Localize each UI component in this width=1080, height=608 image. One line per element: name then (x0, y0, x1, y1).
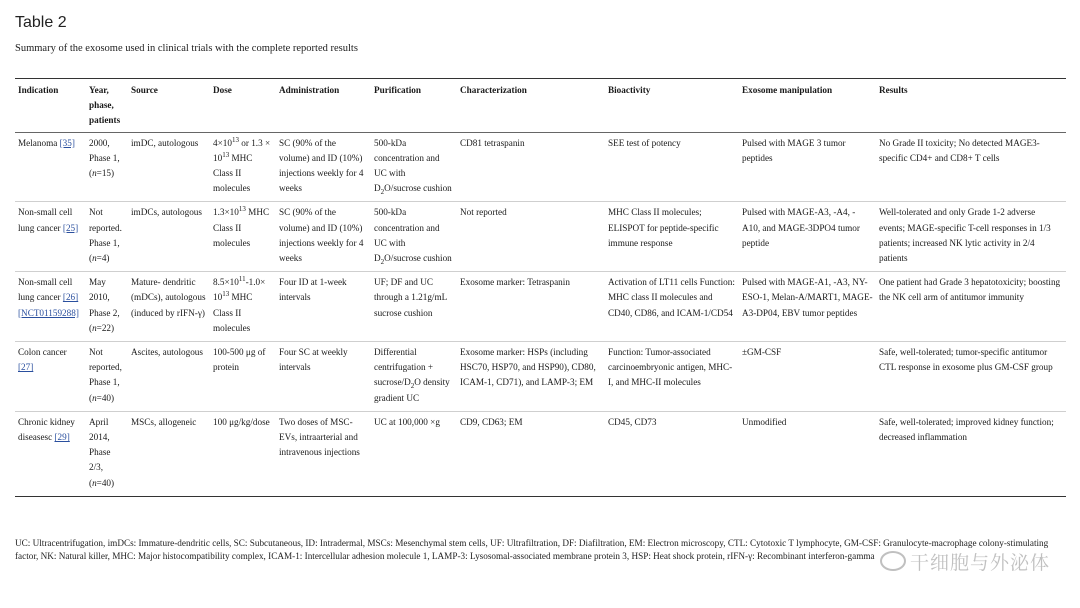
watermark (880, 548, 1050, 575)
cell-text: UF; DF and UC through a 1.21g/mL sucrose cushion (374, 277, 447, 318)
cell-source (128, 411, 210, 496)
cell-source (128, 342, 210, 412)
cell-indication (15, 272, 86, 342)
cell-text: MSCs, allogeneic (131, 416, 197, 427)
cell-text: No Grade II toxicity; No detected MAGE3-specific CD4+ and CD8+ T cells (879, 137, 1040, 163)
cell-characterization (457, 202, 605, 272)
reference-link[interactable]: [26] [NCT01159288] (18, 292, 79, 318)
col-results: Results (876, 79, 1066, 133)
cell-purification (371, 411, 457, 496)
cell-text: Safe, well-tolerated; tumor-specific antitumor CTL response in exosome plus GM-CSF group (879, 347, 1053, 373)
cell-dose (210, 342, 276, 412)
cell-source (128, 202, 210, 272)
cell-text: One patient had Grade 3 hepatotoxicity; boosting the NK cell arm of antitumor immunity (879, 277, 1061, 303)
cell-characterization (457, 272, 605, 342)
table-row (15, 202, 1066, 272)
col-source: Source (128, 79, 210, 133)
cell-text: Activation of LT11 cells Function: MHC class II molecules and CD40, CD86, and ICAM-1/CD54 (608, 277, 735, 318)
cell-bioactivity (605, 132, 739, 202)
cell-bioactivity (605, 411, 739, 496)
cell-text: CD45, CD73 (608, 416, 657, 427)
cell-source (128, 272, 210, 342)
cell-text: SEE test of potency (608, 137, 681, 148)
cell-characterization (457, 411, 605, 496)
cell-text: CD9, CD63; EM (460, 416, 523, 427)
cell-purification (371, 132, 457, 202)
table-row (15, 411, 1066, 496)
cell-results (876, 342, 1066, 412)
cell-text: Melanoma (18, 137, 58, 148)
exosome-trials-table (15, 78, 1066, 497)
cell-text: Unmodified (742, 416, 787, 427)
cell-text: CD81 tetraspanin (460, 137, 525, 148)
cell-dose (210, 272, 276, 342)
cell-text: May 2010, Phase 2, (n=22) (89, 277, 120, 333)
wechat-icon (880, 551, 906, 571)
cell-year (86, 272, 128, 342)
header-row (15, 79, 1066, 133)
col-purification: Purification (371, 79, 457, 133)
footnote: UC: Ultracentrifugation, imDCs: Immature-dendritic cells, SC: Subcutaneous, ID: Intradermal, MSCs: Mesenchymal stem cells, UF: Ultrafiltration, DF: Diafiltration, EM: Electron microscopy, CTL: Cytotoxic T lymphocyte, GM-CSF: Granulocyte-macrophage colony-stimulating factor, NK: Natural killer, MHC: Major histocompatibility complex, ICAM-1: Intercellular adhesion molecule 1, LAMP-3: Lysosomal-associated membrane protein 3, HSP: Heat shock protein, rIFN-γ: Recombinant interferon-gamma (15, 538, 1049, 561)
cell-dose (210, 202, 276, 272)
cell-text: 2000, Phase 1, (n=15) (89, 137, 120, 179)
cell-administration (276, 272, 371, 342)
reference-link[interactable]: [27] (18, 362, 34, 373)
table-body (15, 132, 1066, 496)
cell-results (876, 272, 1066, 342)
cell-text: Non-small cell lung cancer (18, 207, 73, 233)
cell-text: $8.5\times 10^{11}-1.0\times 10^{13}$ MHC Class II molecules (213, 275, 266, 333)
cell-manipulation (739, 342, 876, 412)
table-title: Table 2 (15, 14, 67, 31)
cell-text: Not reported, Phase 1, (n=40) (89, 347, 122, 403)
cell-indication (15, 132, 86, 202)
cell-indication (15, 411, 86, 496)
cell-year (86, 202, 128, 272)
col-indication: Indication (15, 79, 86, 133)
table-caption: Summary of the exosome used in clinical trials with the complete reported results (15, 43, 358, 54)
cell-text: Four ID at 1-week intervals (279, 277, 347, 303)
cell-text: Differential centrifugation + sucrose/$D_2O$ density gradient UC (374, 347, 450, 403)
cell-text: MHC Class II molecules; ELISPOT for peptide-specific immune response (608, 207, 719, 248)
cell-text: imDCs, autologous (131, 207, 202, 218)
cell-text: Exosome marker: HSPs (including HSC70, HSP70, and HSP90), CD80, ICAM-1, CD71), and LAMP-3; EM (460, 347, 596, 388)
reference-link[interactable]: [35] (59, 137, 75, 148)
col-bioactivity: Bioactivity (605, 79, 739, 133)
cell-text: Pulsed with MAGE 3 tumor peptides (742, 137, 846, 163)
cell-text: SC (90% of the volume) and ID (10%) injections weekly for 4 weeks (279, 207, 364, 264)
cell-text: $4\times 10^{13}$ or $1.3 \times 10^{13}$ MHC Class II molecules (213, 135, 271, 194)
cell-text: Colon cancer (18, 347, 67, 358)
cell-text: SC (90% of the volume) and ID (10%) injections weekly for 4 weeks (279, 137, 364, 194)
col-manipulation: Exosome manipulation (739, 79, 876, 133)
cell-text: Not reported. Phase 1, (n=4) (89, 207, 122, 264)
cell-text: 100 μg/kg/dose (213, 416, 270, 427)
cell-text: Pulsed with MAGE-A3, -A4, -A10, and MAGE-3DPO4 tumor peptide (742, 207, 860, 248)
cell-text: Exosome marker: Tetraspanin (460, 277, 570, 288)
cell-text: Not reported (460, 207, 507, 218)
cell-bioactivity (605, 202, 739, 272)
reference-link[interactable]: [29] (54, 432, 70, 443)
cell-manipulation (739, 202, 876, 272)
cell-indication (15, 202, 86, 272)
cell-administration (276, 202, 371, 272)
cell-text: 500-kDa concentration and UC with $D_2O$/sucrose cushion (374, 137, 452, 197)
cell-text: Non-small cell lung cancer (18, 277, 73, 303)
col-year: Year, phase, patients (86, 79, 128, 133)
table-row (15, 342, 1066, 412)
cell-characterization (457, 342, 605, 412)
col-administration: Administration (276, 79, 371, 133)
cell-bioactivity (605, 342, 739, 412)
cell-text: Safe, well-tolerated; improved kidney function; decreased inflammation (879, 416, 1054, 443)
cell-text: April 2014, Phase 2/3, (n=40) (89, 416, 115, 488)
cell-results (876, 202, 1066, 272)
watermark-text: 干细胞与外泌体 (909, 552, 1050, 574)
cell-purification (371, 272, 457, 342)
cell-year (86, 342, 128, 412)
cell-source (128, 132, 210, 202)
cell-text: Two doses of MSC-EVs, intraarterial and intravenous injections (279, 416, 360, 458)
cell-manipulation (739, 272, 876, 342)
cell-bioactivity (605, 272, 739, 342)
cell-administration (276, 132, 371, 202)
cell-dose (210, 132, 276, 202)
cell-administration (276, 411, 371, 496)
table-row (15, 132, 1066, 202)
cell-manipulation (739, 132, 876, 202)
cell-manipulation (739, 411, 876, 496)
cell-text: Function: Tumor-associated carcinoembryonic antigen, MHC-I, and MHC-II molecules (608, 347, 733, 388)
cell-purification (371, 342, 457, 412)
cell-text: Ascites, autologous (131, 347, 203, 358)
cell-year (86, 411, 128, 496)
col-characterization: Characterization (457, 79, 605, 133)
cell-indication (15, 342, 86, 412)
cell-text: Pulsed with MAGE-A1, -A3, NY-ESO-1, Melan-A/MART1, MAGE-A3-DP04, EBV tumor peptides (742, 277, 873, 318)
cell-text: Chronic kidney diseasesc (18, 416, 75, 443)
reference-link[interactable]: [25] (62, 222, 79, 233)
cell-year (86, 132, 128, 202)
cell-dose (210, 411, 276, 496)
cell-purification (371, 202, 457, 272)
cell-text: ±GM-CSF (742, 347, 782, 358)
table-row (15, 272, 1066, 342)
cell-administration (276, 342, 371, 412)
col-dose: Dose (210, 79, 276, 133)
cell-characterization (457, 132, 605, 202)
cell-text: Well-tolerated and only Grade 1-2 adverse events; MAGE-specific T-cell responses in 1/3 patients; increased NK lytic activity in 2/4 patients (879, 207, 1051, 264)
cell-text: $1.3\times 10^{13}$ MHC Class II molecules (213, 205, 270, 248)
cell-results (876, 132, 1066, 202)
cell-text: Mature- dendritic (mDCs), autologous (induced by rIFN-γ) (131, 277, 206, 318)
cell-text: UC at 100,000 ×g (374, 416, 440, 427)
cell-text: imDC, autologous (131, 137, 199, 148)
cell-text: Four SC at weekly intervals (279, 347, 348, 373)
cell-text: 500-kDa concentration and UC with $D_2O$/sucrose cushion (374, 207, 452, 266)
cell-text: 100-500 μg of protein (213, 347, 266, 373)
cell-results (876, 411, 1066, 496)
